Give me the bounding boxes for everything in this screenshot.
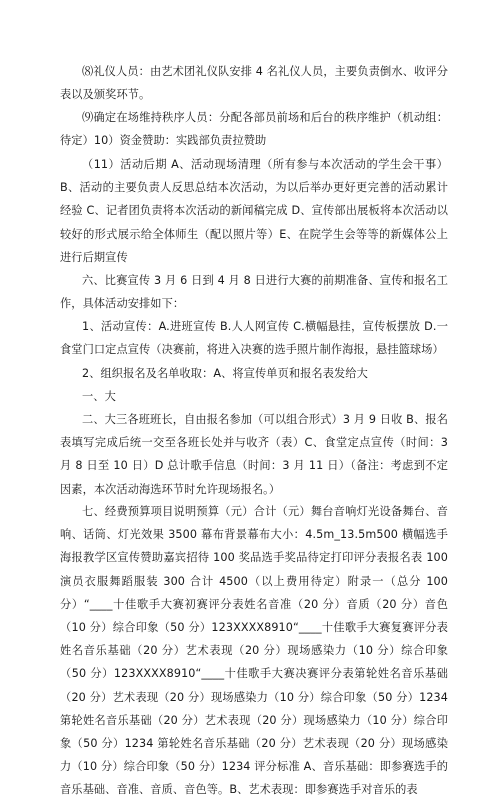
paragraph-registration: 2、组织报名及名单收取：A、将宣传单页和报名表发给大: [82, 367, 368, 380]
paragraph-post-event: （11）活动后期 A、活动现场清理（所有参与本次活动的学生会干事）B、活动的主要负责人反思总结本次活动，为以后举办更好更完善的活动累计经验 C、记者团负责将本次活动的新闻稿完成 D、宣传部出展板将本次活动以较好的形式展示给全体师生（配以照片等）E、在院学生会等等的新媒体公上进行后期宣传: [60, 158, 448, 264]
paragraph-ceremony-staff: ⑻礼仪人员：由艺术团礼仪队安排 4 名礼仪人员，主要负责倒水、收评分表以及颁奖环节。: [60, 65, 448, 102]
paragraph-promotion: 1、活动宣传：A.进班宣传 B.人人网宣传 C.横幅悬挂，宣传板摆放 D.一食堂门口定点宣传（决赛前，将进入决赛的选手照片制作海报，悬挂篮球场）: [60, 320, 448, 357]
paragraph-grade-one: 一、大: [82, 390, 116, 403]
paragraph-order-staff: ⑼确定在场维持秩序人员：分配各部员前场和后台的秩序维护（机动组：待定）10）资金赞助：实践部负责拉赞助: [60, 111, 448, 148]
paragraph-grade-two-three: 二、大三各班班长，自由报名参加（可以组合形式）3 月 9 日收 B、报名表填写完成后统一交至各班长处并与收齐（表）C、食堂定点宣传（时间：3 月 8 日至 10 日）D 总计歌手信息（时间：3 月 11 日）（备注：考虑到不定因素，本次活动海选环节时允许现场报名。）: [60, 413, 448, 496]
paragraph-budget: 七、经费预算项目说明预算（元）合计（元）舞台音响灯光设备舞台、音响、话筒、灯光效果 3500 幕布背景幕布大小：4.5m_13.5m500 横幅选手海报教学区宣传赞助嘉宾招待 100 奖品选手奖品待定打印评分表报名表 100 演员衣服舞蹈服装 300 合计 4500（以上费用待定）附录一（总分 100 分）“____十佳歌手大赛初赛评分表姓名音准（20 分）音质（20 分）音色（10 分）综合印象（50 分）123XXXX8910“____十佳歌手大赛复赛评分表姓名音乐基础（20 分）艺术表现（20 分）现场感染力（10 分）综合印象（50 分）123XXXX8910“____十佳歌手大赛决赛评分表第轮姓名音乐基础（20 分）艺术表现（20 分）现场感染力（10 分）综合印象（50 分）1234 第轮姓名音乐基础（20 分）艺术表现（20 分）现场感染力（10 分）综合印象（50 分）1234 第轮姓名音乐基础（20 分）艺术表现（20 分）现场感染力（10 分）综合印象（50 分）1234 评分标准 A、音乐基础：即参赛选手的音乐基础、音准、音质、音色等。B、艺术表现：即参赛选手对音乐的表: [60, 505, 448, 797]
paragraph-section-six: 六、比赛宣传 3 月 6 日到 4 月 8 日进行大赛的前期准备、宣传和报名工作，具体活动安排如下：: [60, 274, 448, 311]
